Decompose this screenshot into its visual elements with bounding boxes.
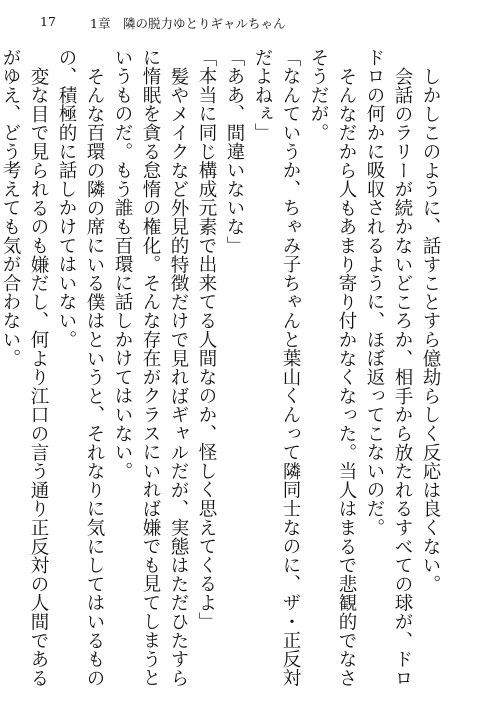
paragraph: 会話のラリーが続かないどころか、相手から放たれるすべての球が、ドロドロの何かに吸収されるように、ほぼ返ってこないのだ。 — [364, 48, 413, 687]
chapter-title: 1章 隣の脱力ゆとりギャルちゃん — [90, 16, 286, 31]
page-number: 17 — [40, 14, 56, 29]
dialogue-line: 「本当に同じ構成元素で出来てる人間なのか、怪しく思えてくるよ」 — [196, 48, 217, 631]
dialogue-line: 「ああ、間違いないな」 — [224, 48, 245, 255]
paragraph: そんな百環の隣の席にいる僕はというと、それなりに気にしてはいるものの、積極的に話しかけてはいない。 — [56, 48, 105, 687]
dialogue-line: 「なんていうか、ちゃみ子ちゃんと葉山くんって隣同士なのに、ザ・正反対だよねぇ」 — [252, 48, 301, 688]
paragraph: そんなだから人もあまり寄り付かなくなった。当人はまるで悲観的でなさそうだが。 — [308, 48, 357, 687]
paragraph: 髪やメイクなど外見的特徴だけで見ればギャルだが、実態はただひたすらに惰眠を貪る怠惰の権化。そんな存在がクラスにいれば嫌でも見てしまうというものだ。もう誰も百環に話しかけてはいない。 — [112, 48, 189, 688]
vertical-text-body — [0, 48, 444, 688]
paragraph: 変な目で見られるのも嫌だし、何より江口の言う通り正反対の人間であるがゆえ、どう考えても気が合わない。 — [0, 48, 49, 687]
paragraph: しかしこのように、話すことすら億劫らしく反応は良くない。 — [420, 66, 441, 593]
